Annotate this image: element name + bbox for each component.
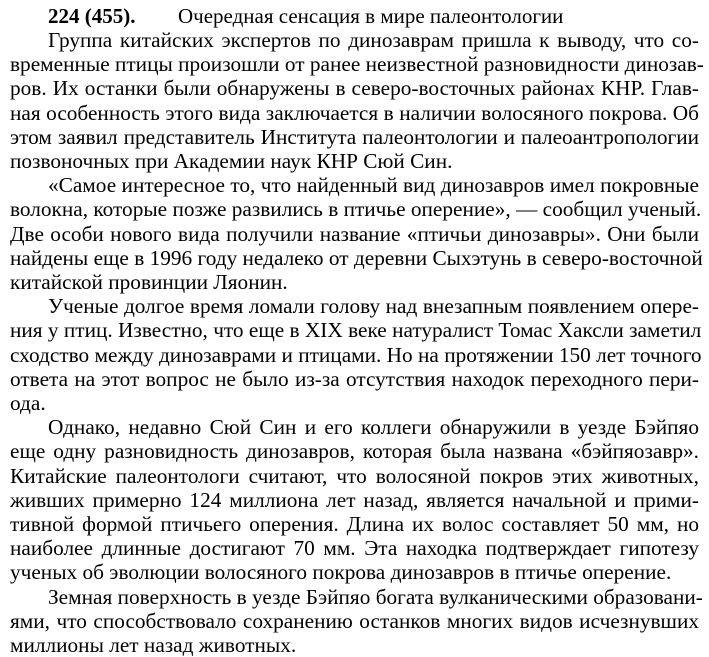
- text-line: найдены еще в 1996 году недалеко от деревни Сыхэтунь в северо-восточной: [10, 245, 703, 270]
- text-line: Две особи нового вида получили название «птичьи динозавры». Они были: [10, 221, 699, 246]
- text-line: Земная поверхность в уезде Бэйпяо богата вулканическими образовани-: [48, 584, 703, 609]
- text-line: волокна, которые позже развились в птичье оперение», — сообщил ученый.: [10, 197, 702, 222]
- text-line: ния у птиц. Известно, что еще в XIX веке натуралист Томас Хаксли заметил: [10, 318, 702, 343]
- text-line: Китайские палеонтологи считают, что волосяной покров этих животных,: [10, 463, 699, 488]
- text-line: ода.: [10, 391, 46, 416]
- text-line: временные птицы произошли от ранее неизвестной разновидности динозав-: [10, 52, 704, 77]
- text-line: ответа на этот вопрос не было из-за отсутствия находок переходного пери-: [10, 366, 699, 391]
- exercise-title: Очередная сенсация в мире палеонтологии: [178, 4, 564, 28]
- text-line: сходство между динозаврами и птицами. Но на протяжении 150 лет точного: [10, 342, 702, 367]
- text-line: Группа китайских экспертов по динозаврам пришла к выводу, что со-: [48, 28, 699, 52]
- text-line: этом заявил представитель Института палеонтологии и палеоантропологии: [10, 124, 699, 149]
- text-line: Однако, недавно Сюй Син и его коллеги обнаружили в уезде Бэйпяо: [48, 415, 699, 440]
- text-line: ученых об эволюции волосяного покрова динозавров в птичье оперение.: [10, 560, 672, 585]
- text-line: позвоночных при Академии наук КНР Сюй Син.: [10, 149, 453, 174]
- text-line: китайской провинции Ляонин.: [10, 270, 288, 295]
- text-line: ями, что способствовало сохранению останков многих видов исчезнувших: [10, 608, 699, 633]
- paragraph-3: [10, 294, 702, 416]
- text-line: ров. Их останки были обнаружены в северо-восточных районах КНР. Глав-: [10, 76, 699, 101]
- exercise-number: 224 (455).: [48, 4, 136, 28]
- text-line: живших примерно 124 миллиона лет назад, является начальной и прими-: [10, 487, 699, 512]
- paragraph-1: [10, 28, 704, 174]
- paragraph-2: [10, 173, 703, 295]
- exercise-heading: [10, 4, 699, 28]
- paragraph-5: [10, 584, 703, 657]
- text-line: Ученые долгое время ломали голову над внезапным появлением опере-: [48, 294, 699, 319]
- text-line: наиболее длинные достигают 70 мм. Эта находка подтверждает гипотезу: [10, 536, 699, 561]
- text-line: тивной формой птичьего оперения. Длина их волос составляет 50 мм, но: [10, 512, 699, 537]
- text-line: еще одну разновидность динозавров, которая была названа «бэйпяозавр».: [10, 439, 699, 464]
- text-line: ная особенность этого вида заключается в наличии волосяного покрова. Об: [10, 100, 699, 125]
- text-line: «Самое интересное то, что найденный вид динозавров имел покровные: [48, 173, 699, 198]
- text-line: миллионы лет назад животных.: [10, 633, 297, 657]
- paragraph-4: [10, 415, 699, 584]
